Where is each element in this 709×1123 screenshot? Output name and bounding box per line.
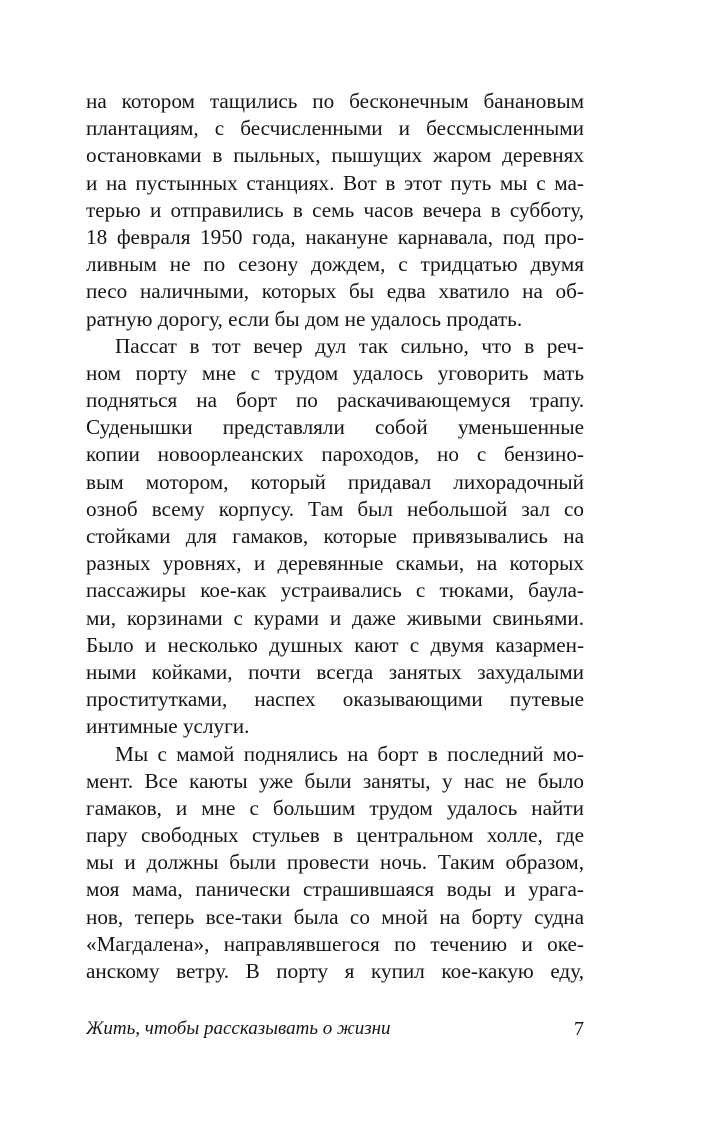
text-line: озноб всему корпусу. Там был небольшой зал со <box>86 496 584 521</box>
text-line: пассажиры кое-как устраивались с тюками, баула- <box>86 578 584 603</box>
text-line: разных уровнях, и деревянные скамьи, на которых <box>86 551 584 576</box>
page-footer <box>86 1014 584 1044</box>
text-line: копии новоорлеанских пароходов, но с бензино- <box>86 442 584 467</box>
text-line: проститутками, наспех оказывающими путевые <box>86 687 584 712</box>
text-line: мент. Все каюты уже были заняты, у нас не было <box>86 768 584 793</box>
text-line: остановками в пыльных, пышущих жаром деревнях <box>86 143 584 168</box>
running-title: Жить, чтобы рассказывать о жизни <box>86 1018 391 1039</box>
text-line: нов, теперь все-таки была со мной на борту судна <box>86 904 584 929</box>
text-line: Пассат в тот вечер дул так сильно, что в реч- <box>115 333 584 358</box>
text-line: моя мама, панически страшившаяся воды и урага- <box>86 877 584 902</box>
text-line: гамаков, и мне с большим трудом удалось найти <box>86 795 584 820</box>
text-line: ратную дорогу, если бы дом не удалось продать. <box>86 306 523 331</box>
text-line: и на пустынных станциях. Вот в этот путь мы с ма- <box>86 170 584 195</box>
text-line: стойками для гамаков, которые привязывались на <box>86 524 584 548</box>
text-line: ном порту мне с трудом удалось уговорить мать <box>86 360 584 385</box>
text-line: ными койками, почти всегда занятых захудалыми <box>86 659 584 684</box>
text-line: Было и несколько душных кают с двумя казармен- <box>86 632 584 657</box>
page-number: 7 <box>574 1018 584 1040</box>
text-line: вым мотором, который придавал лихорадочный <box>86 469 584 494</box>
text-line: интимные услуги. <box>86 714 250 739</box>
text-line: на котором тащились по бесконечным банановым <box>86 89 584 113</box>
text-line: терью и отправились в семь часов вечера в субботу, <box>86 197 584 222</box>
text-line: 18 февраля 1950 года, накануне карнавала, под про- <box>86 224 584 249</box>
text-line: плантациям, с бесчисленными и бессмысленными <box>86 116 584 141</box>
body-text <box>86 88 584 985</box>
text-line: песо наличными, которых бы едва хватило на об- <box>86 279 584 304</box>
text-line: «Магдалена», направлявшегося по течению и оке- <box>86 931 584 956</box>
text-line: Суденышки представляли собой уменьшенные <box>86 415 584 440</box>
text-line: ливным не по сезону дождем, с тридцатью двумя <box>86 252 584 277</box>
text-line: подняться на борт по раскачивающемуся трапу. <box>86 388 584 413</box>
text-line: ми, корзинами с курами и даже живыми свиньями. <box>86 605 584 630</box>
page-body <box>86 88 584 985</box>
text-line: анскому ветру. В порту я купил кое-какую еду, <box>86 959 584 983</box>
text-line: пару свободных стульев в центральном холле, где <box>86 823 584 848</box>
text-line: мы и должны были провести ночь. Таким образом, <box>86 850 584 875</box>
text-line: Мы с мамой поднялись на борт в последний мо- <box>115 741 584 766</box>
